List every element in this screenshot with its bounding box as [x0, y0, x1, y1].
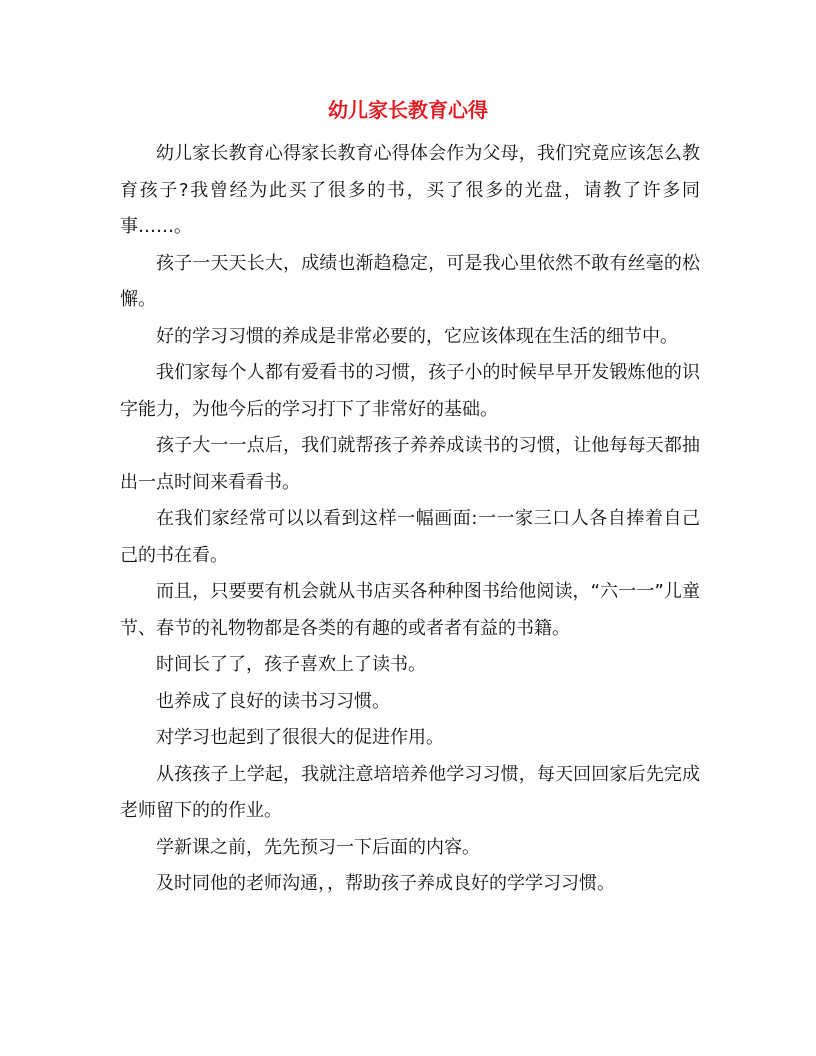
paragraph: 对学习也起到了很很大的促进作用。	[156, 727, 444, 748]
paragraph: 而且，只要要有机会就从书店买各种种图书给他阅读，“六一一”儿童节、春节的礼物物都是各类的有趣的或者者有益的书籍。	[120, 581, 700, 639]
document-body	[120, 136, 700, 903]
paragraph: 孩子大一一点后，我们就帮孩子养养成读书的习惯，让他每每天都抽出一点时间来看看书。	[120, 435, 700, 493]
paragraph: 我们家每个人都有爱看书的习惯，孩子小的时候早早开发锻炼他的识字能力，为他今后的学习打下了非常好的基础。	[120, 362, 700, 420]
paragraph: 及时同他的老师沟通，，帮助孩子养成良好的学学习习惯。	[156, 873, 615, 894]
paragraph: 也养成了良好的读书习习惯。	[156, 690, 390, 712]
paragraph: 好的学习习惯的养成是非常必要的，它应该体现在生活的细节中。	[156, 325, 678, 347]
paragraph: 在我们家经常可以以看到这样一幅画面:一一家三口人各自捧着自己己的书在看。	[120, 508, 700, 566]
paragraph: 时间长了了，孩子喜欢上了读书。	[156, 654, 426, 675]
document-title: 幼儿家长教育心得	[328, 98, 488, 122]
paragraph: 学新课之前，先先预习一下后面的内容。	[156, 836, 480, 858]
paragraph: 从孩孩子上学起，我就注意培培养他学习习惯，每天回回家后先完成老师留下的的作业。	[120, 763, 700, 821]
paragraph: 孩子一天天长大，成绩也渐趋稳定，可是我心里依然不敢有丝毫的松懈。	[120, 252, 700, 310]
paragraph: 幼儿家长教育心得家长教育心得体会作为父母，我们究竟应该怎么教育孩子?我曾经为此买了很多的书，买了很多的光盘，请教了许多同事……。	[120, 143, 700, 237]
